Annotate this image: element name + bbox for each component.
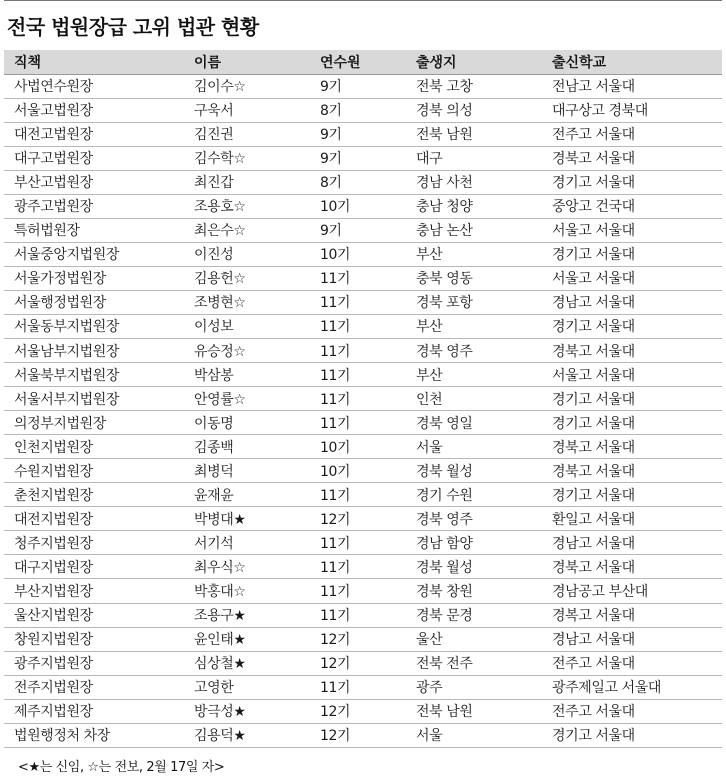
cell-name: 유승정☆ (190, 339, 316, 363)
cell-name: 박삼봉 (190, 363, 316, 387)
cell-school: 경복고 서울대 (548, 603, 722, 627)
cell-position: 특허법원장 (4, 218, 190, 242)
cell-school: 서울고 서울대 (548, 218, 722, 242)
cell-class: 12기 (316, 699, 412, 723)
table-row (4, 483, 722, 507)
cell-position: 광주지법원장 (4, 651, 190, 675)
cell-name: 최은수☆ (190, 218, 316, 242)
cell-name: 박병대★ (190, 507, 316, 531)
cell-school: 전주고 서울대 (548, 651, 722, 675)
table-row (4, 218, 722, 242)
cell-name: 조용호☆ (190, 194, 316, 218)
cell-name: 심상철★ (190, 651, 316, 675)
cell-school: 중앙고 건국대 (548, 194, 722, 218)
cell-school: 경남공고 부산대 (548, 579, 722, 603)
cell-position: 대전고법원장 (4, 122, 190, 146)
cell-name: 이성보 (190, 314, 316, 338)
cell-birthplace: 경북 포항 (412, 290, 548, 314)
cell-school: 대구상고 경북대 (548, 98, 722, 122)
cell-class: 11기 (316, 483, 412, 507)
cell-position: 서울북부지법원장 (4, 363, 190, 387)
table-row (4, 74, 722, 98)
cell-name: 김진권 (190, 122, 316, 146)
cell-birthplace: 부산 (412, 314, 548, 338)
table-row (4, 194, 722, 218)
cell-name: 이동명 (190, 411, 316, 435)
cell-class: 12기 (316, 507, 412, 531)
cell-name: 윤재윤 (190, 483, 316, 507)
cell-position: 서울행정법원장 (4, 290, 190, 314)
table-row (4, 266, 722, 290)
cell-position: 전주지법원장 (4, 675, 190, 699)
cell-name: 고영한 (190, 675, 316, 699)
cell-position: 춘천지법원장 (4, 483, 190, 507)
table-row (4, 98, 722, 122)
cell-birthplace: 광주 (412, 675, 548, 699)
cell-position: 사법연수원장 (4, 74, 190, 98)
cell-class: 11기 (316, 603, 412, 627)
cell-class: 11기 (316, 314, 412, 338)
cell-school: 경북고 서울대 (548, 146, 722, 170)
table-row (4, 699, 722, 723)
cell-position: 서울중앙지법원장 (4, 242, 190, 266)
cell-position: 서울동부지법원장 (4, 314, 190, 338)
cell-class: 10기 (316, 194, 412, 218)
cell-school: 경기고 서울대 (548, 411, 722, 435)
cell-birthplace: 경북 월성 (412, 555, 548, 579)
cell-name: 김용헌☆ (190, 266, 316, 290)
cell-class: 8기 (316, 170, 412, 194)
cell-school: 전주고 서울대 (548, 122, 722, 146)
cell-name: 방극성★ (190, 699, 316, 723)
cell-name: 최진갑 (190, 170, 316, 194)
header-birthplace: 출생지 (412, 50, 548, 74)
cell-class: 12기 (316, 651, 412, 675)
cell-class: 11기 (316, 290, 412, 314)
page-title: 전국 법원장급 고위 법관 현황 (7, 15, 259, 39)
cell-class: 11기 (316, 411, 412, 435)
cell-school: 경북고 서울대 (548, 435, 722, 459)
cell-birthplace: 경기 수원 (412, 483, 548, 507)
cell-school: 경남고 서울대 (548, 290, 722, 314)
cell-class: 11기 (316, 363, 412, 387)
cell-class: 10기 (316, 459, 412, 483)
cell-position: 울산지법원장 (4, 603, 190, 627)
cell-class: 8기 (316, 98, 412, 122)
cell-birthplace: 경북 월성 (412, 459, 548, 483)
cell-birthplace: 전북 남원 (412, 699, 548, 723)
title-bar (4, 0, 722, 50)
cell-class: 9기 (316, 122, 412, 146)
cell-name: 조병현☆ (190, 290, 316, 314)
cell-birthplace: 경북 영주 (412, 339, 548, 363)
cell-birthplace: 전북 남원 (412, 122, 548, 146)
cell-position: 부산고법원장 (4, 170, 190, 194)
cell-name: 김종백 (190, 435, 316, 459)
cell-position: 대전지법원장 (4, 507, 190, 531)
cell-school: 경기고 서울대 (548, 483, 722, 507)
table-row (4, 387, 722, 411)
cell-name: 박홍대☆ (190, 579, 316, 603)
cell-position: 서울남부지법원장 (4, 339, 190, 363)
cell-birthplace: 서울 (412, 723, 548, 747)
table-row (4, 242, 722, 266)
cell-birthplace: 부산 (412, 363, 548, 387)
cell-position: 수원지법원장 (4, 459, 190, 483)
cell-birthplace: 충남 청양 (412, 194, 548, 218)
cell-school: 전남고 서울대 (548, 74, 722, 98)
cell-school: 경남고 서울대 (548, 531, 722, 555)
cell-school: 광주제일고 서울대 (548, 675, 722, 699)
cell-position: 부산지법원장 (4, 579, 190, 603)
cell-position: 광주고법원장 (4, 194, 190, 218)
cell-school: 경북고 서울대 (548, 555, 722, 579)
cell-position: 의정부지법원장 (4, 411, 190, 435)
cell-position: 인천지법원장 (4, 435, 190, 459)
cell-birthplace: 경북 문경 (412, 603, 548, 627)
footnote: <★는 신임, ☆는 전보, 2월 17일 자> (18, 759, 225, 775)
cell-school: 전주고 서울대 (548, 699, 722, 723)
cell-school: 경기고 서울대 (548, 314, 722, 338)
cell-class: 11기 (316, 266, 412, 290)
cell-birthplace: 충북 영동 (412, 266, 548, 290)
cell-class: 12기 (316, 627, 412, 651)
cell-class: 12기 (316, 723, 412, 747)
cell-class: 10기 (316, 435, 412, 459)
cell-school: 경기고 서울대 (548, 723, 722, 747)
table-row (4, 170, 722, 194)
cell-school: 경기고 서울대 (548, 170, 722, 194)
table-row (4, 339, 722, 363)
document (4, 0, 722, 775)
cell-position: 창원지법원장 (4, 627, 190, 651)
table-row (4, 531, 722, 555)
table-row (4, 122, 722, 146)
cell-name: 구욱서 (190, 98, 316, 122)
cell-school: 서울고 서울대 (548, 266, 722, 290)
header-school: 출신학교 (548, 50, 722, 74)
judges-table (4, 50, 722, 748)
cell-birthplace: 경북 영일 (412, 411, 548, 435)
table-row (4, 603, 722, 627)
cell-name: 윤인태★ (190, 627, 316, 651)
header-name: 이름 (190, 50, 316, 74)
cell-birthplace: 충남 논산 (412, 218, 548, 242)
table-row (4, 314, 722, 338)
cell-school: 경기고 서울대 (548, 387, 722, 411)
cell-class: 11기 (316, 579, 412, 603)
cell-name: 안영률☆ (190, 387, 316, 411)
cell-school: 경기고 서울대 (548, 242, 722, 266)
table-row (4, 363, 722, 387)
cell-birthplace: 서울 (412, 435, 548, 459)
cell-birthplace: 전북 전주 (412, 651, 548, 675)
header-class: 연수원 (316, 50, 412, 74)
cell-name: 김수학☆ (190, 146, 316, 170)
cell-class: 11기 (316, 675, 412, 699)
table-row (4, 651, 722, 675)
cell-position: 청주지법원장 (4, 531, 190, 555)
cell-class: 10기 (316, 242, 412, 266)
cell-birthplace: 울산 (412, 627, 548, 651)
table-row (4, 459, 722, 483)
table-body (4, 74, 722, 747)
cell-name: 서기석 (190, 531, 316, 555)
table-row (4, 411, 722, 435)
cell-position: 서울가정법원장 (4, 266, 190, 290)
cell-birthplace: 전북 고창 (412, 74, 548, 98)
cell-class: 9기 (316, 218, 412, 242)
cell-school: 경북고 서울대 (548, 459, 722, 483)
cell-class: 11기 (316, 387, 412, 411)
table-row (4, 579, 722, 603)
cell-name: 이진성 (190, 242, 316, 266)
cell-name: 김이수☆ (190, 74, 316, 98)
table-row (4, 723, 722, 747)
table-row (4, 627, 722, 651)
cell-class: 11기 (316, 531, 412, 555)
table-row (4, 555, 722, 579)
cell-position: 대구고법원장 (4, 146, 190, 170)
cell-name: 최우식☆ (190, 555, 316, 579)
cell-birthplace: 경남 사천 (412, 170, 548, 194)
table-row (4, 435, 722, 459)
cell-birthplace: 경북 영주 (412, 507, 548, 531)
cell-position: 대구지법원장 (4, 555, 190, 579)
cell-name: 조용구★ (190, 603, 316, 627)
table-row (4, 290, 722, 314)
header-position: 직책 (4, 50, 190, 74)
cell-position: 서울서부지법원장 (4, 387, 190, 411)
cell-school: 서울고 서울대 (548, 363, 722, 387)
cell-school: 경북고 서울대 (548, 339, 722, 363)
cell-class: 11기 (316, 339, 412, 363)
cell-class: 9기 (316, 146, 412, 170)
cell-birthplace: 경북 창원 (412, 579, 548, 603)
cell-birthplace: 부산 (412, 242, 548, 266)
cell-position: 서울고법원장 (4, 98, 190, 122)
cell-position: 법원행정처 차장 (4, 723, 190, 747)
cell-birthplace: 인천 (412, 387, 548, 411)
table-row (4, 675, 722, 699)
cell-name: 최병덕 (190, 459, 316, 483)
cell-school: 경남고 서울대 (548, 627, 722, 651)
cell-name: 김용덕★ (190, 723, 316, 747)
cell-position: 제주지법원장 (4, 699, 190, 723)
cell-birthplace: 경남 함양 (412, 531, 548, 555)
table-row (4, 146, 722, 170)
table-header-row (4, 50, 722, 74)
cell-birthplace: 경북 의성 (412, 98, 548, 122)
cell-class: 11기 (316, 555, 412, 579)
table-row (4, 507, 722, 531)
cell-birthplace: 대구 (412, 146, 548, 170)
cell-school: 환일고 서울대 (548, 507, 722, 531)
cell-class: 9기 (316, 74, 412, 98)
